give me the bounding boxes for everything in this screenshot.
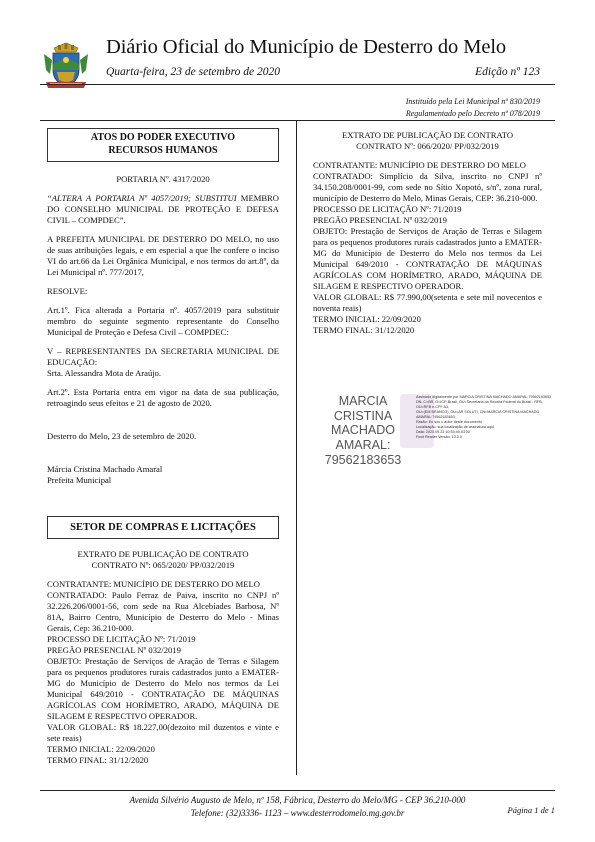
place-date: Desterro do Melo, 23 de setembro de 2020. bbox=[47, 430, 197, 441]
instituted-law: Instituído pela Lei Municipal nº 830/2019 bbox=[405, 97, 540, 106]
signer-role: Prefeita Municipal bbox=[47, 474, 112, 485]
footer-rule bbox=[40, 790, 555, 791]
resolve-label: RESOLVE: bbox=[47, 285, 88, 296]
portaria-ementa: “ALTERA A PORTARIA Nº 4057/2019; SUBSTITUI MEMBRO DO CONSELHO MUNICIPAL DE PROTEÇÃO E DEFESA CIVIL – COMPDEC”. bbox=[47, 192, 279, 225]
objeto-2: OBJETO: Prestação de Serviços de Aração de Terras e Silagem para os pequenos produtores rurais cadastrados junto a EMATER-MG do Município de Desterro do Melo nos termos da Lei Municipal 649/2010 - CONTRATAÇÃO DE MÁQUINAS AGRÍCOLAS COM HORÍMETRO, ARADO, MÁQUINA DE SILAGEM E RESPECTIVO OPERADOR. bbox=[313, 226, 542, 291]
left-column-procurement bbox=[47, 516, 279, 766]
regulated-decree: Regulamentado pelo Decreto nº 078/2019 bbox=[405, 109, 540, 118]
section-heading-procurement: SETOR DE COMPRAS E LICITAÇÕES bbox=[47, 516, 279, 539]
termo-final-1: TERMO FINAL: 31/12/2020 bbox=[47, 755, 149, 766]
newspaper-title: Diário Oficial do Município de Desterro do Melo bbox=[106, 36, 507, 58]
contract-number-2: CONTRATO Nº: 066/2020/ PP/032/2019 bbox=[356, 141, 499, 151]
contract-number-1: CONTRATO Nº: 065/2020/ PP/032/2019 bbox=[91, 560, 235, 571]
pregao-2: PREGÃO PRESENCIAL Nº 032/2019 bbox=[313, 215, 447, 225]
header-rule bbox=[40, 84, 555, 85]
edition-number: Edição nº 123 bbox=[475, 66, 540, 78]
contratante-1: CONTRATANTE: MUNICÍPIO DE DESTERRO DO MELO bbox=[47, 579, 260, 590]
objeto-1: OBJETO: Prestação de Serviços de Aração de Terras e Silagem para os pequenos produtores rurais cadastrados junto a EMATER-MG do Município de Desterro do Melo nos termos da Lei Municipal 649/2010 - CONTRATAÇÃO DE MÁQUINAS AGRÍCOLAS COM HORÍMETRO, ARADO, MÁQUINA DE SILAGEM E RESPECTIVO OPERADOR. bbox=[47, 656, 279, 722]
termo-inicial-1: TERMO INICIAL: 22/09/2020 bbox=[47, 744, 155, 755]
valor-1: VALOR GLOBAL: R$ 18.227,00(dezoito mil duzentos e vinte e sete reais) bbox=[47, 722, 279, 744]
portaria-title: PORTARIA Nº. 4317/2020 bbox=[116, 173, 210, 184]
digital-signature[interactable] bbox=[312, 392, 552, 467]
footer-address: Avenida Silvério Augusto de Melo, nº 158, Fábrica, Desterro do Melo/MG - CEP 36.210-000 bbox=[129, 795, 466, 805]
article-1: Art.1º. Fica alterada a Portaria nº. 4057/2019 para substituir membro do seguinte segmento representante do Conselho Municipal de Proteção e Defesa Civil – COMPDEC: bbox=[47, 304, 279, 337]
item-v: V – REPRESENTANTES DA SECRETARIA MUNICIPAL DE EDUCAÇÃO: bbox=[47, 345, 279, 367]
contratante-2: CONTRATANTE: MUNICÍPIO DE DESTERRO DO MELO bbox=[313, 160, 526, 170]
right-column bbox=[313, 130, 542, 336]
signature-signer: MARCIA CRISTINA MACHADO AMARAL: 79562183653 bbox=[324, 394, 402, 467]
left-column bbox=[47, 128, 279, 486]
publication-date: Quarta-feira, 23 de setembro de 2020 bbox=[106, 66, 280, 78]
valor-2: VALOR GLOBAL: R$ 77.990,00(setenta e sete mil novecentos e noventa reais) bbox=[313, 292, 542, 313]
section-heading-executive: ATOS DO PODER EXECUTIVO RECURSOS HUMANOS bbox=[47, 128, 279, 162]
portaria-preamble: A PREFEITA MUNICIPAL DE DESTERRO DO MELO, no uso de suas atribuições legais, e em especial a que lhe confere o inciso VI do art.66 da Lei Orgânica Municipal, e nos termos do art.8º, da Lei Municipal nº. 777/2017, bbox=[47, 233, 279, 277]
council-member: Srta. Alessandra Mota de Araújo. bbox=[47, 367, 162, 378]
contratado-2: CONTRATADO: Simplício da Silva, inscrito no CNPJ nº 34.150.208/0001-99, com sede no Sítio Xopotó, s/nº, zona rural, município de Desterro do Melo, Minas Gerais, CEP: 36.210-000. bbox=[313, 171, 542, 203]
extract-title-1: EXTRATO DE PUBLICAÇÃO DE CONTRATO bbox=[77, 549, 249, 560]
extract-title-2: EXTRATO DE PUBLICAÇÃO DE CONTRATO bbox=[341, 130, 514, 140]
contratado-1: CONTRATADO: Paulo Ferraz de Paiva, inscrito no CNPJ nº 32.226.206/0001-56, com sede na Rua Alcebíades Barbosa, Nº 81A, Bairro Centro, Município de Desterro do Melo - Minas Gerais, Cep: 36.210-000. bbox=[47, 590, 279, 634]
signer-name: Márcia Cristina Machado Amaral bbox=[47, 463, 163, 474]
columns-top-rule bbox=[40, 120, 555, 121]
termo-inicial-2: TERMO INICIAL: 22/09/2020 bbox=[313, 314, 421, 324]
page-number: Página 1 de 1 bbox=[507, 805, 555, 815]
signature-details: Assinado digitalmente por MARCIA CRISTINA MACHADO AMARAL:79562183653 DN: C=BR, O=ICP-Brasil, OU=Secretaria da Receita Federal do Brasil - RFB, OU=RFB e-CPF A3, OU=(EM BRANCO), OU=AR SOLUTI, CN=MARCIA CRISTINA MACHADO AMARAL:79562183653 Razão: Eu sou o autor deste documento Localização: sua localização de assinatura aqui Data: 2020.09.23 10:53:49-03'00' Foxit Reader Versão: 10.0.0 bbox=[416, 395, 552, 439]
footer-contact: Telefone: (32)3336- 1123 – www.desterrodomelo.mg.gov.br bbox=[190, 808, 405, 818]
pregao-1: PREGÃO PRESENCIAL Nº 032/2019 bbox=[47, 645, 181, 656]
processo-1: PROCESSO DE LICITAÇÃO Nº: 71/2019 bbox=[47, 634, 196, 645]
column-divider bbox=[296, 120, 297, 775]
termo-final-2: TERMO FINAL: 31/12/2020 bbox=[313, 325, 415, 335]
article-2: Art.2º. Esta Portaria entra em vigor na data de sua publicação, retroagindo seus efeitos e 21 de agosto de 2020. bbox=[47, 386, 279, 408]
processo-2: PROCESSO DE LICITAÇÃO Nº: 71/2019 bbox=[313, 204, 462, 214]
